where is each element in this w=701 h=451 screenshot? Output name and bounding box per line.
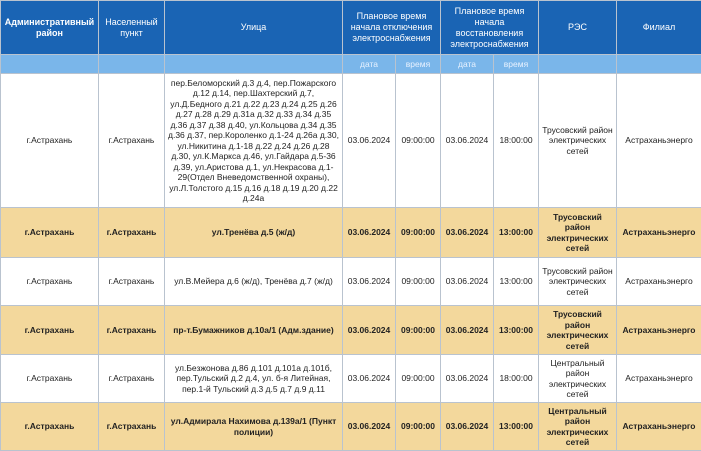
cell-branch: Астраханьэнерго (617, 403, 701, 451)
cell-restore-time: 13:00:00 (494, 306, 539, 355)
cell-restore-time: 13:00:00 (494, 403, 539, 451)
cell-street: ул.В.Мейера д.6 (ж/д), Тренёва д.7 (ж/д) (165, 258, 343, 306)
subheader-row (1, 55, 701, 74)
cell-branch: Астраханьэнерго (617, 208, 701, 258)
header-locality: Населенный пункт (99, 1, 165, 55)
subheader-date-restore: дата (441, 55, 494, 74)
cell-off-date: 03.06.2024 (343, 306, 396, 355)
header-admin-district: Административный район (1, 1, 99, 55)
cell-off-date: 03.06.2024 (343, 208, 396, 258)
cell-res: Трусовский район электрических сетей (539, 258, 617, 306)
cell-district: г.Астрахань (1, 258, 99, 306)
cell-locality: г.Астрахань (99, 208, 165, 258)
header-restore-time: Плановое время начала восстановления электроснабжения (441, 1, 539, 55)
cell-restore-time: 18:00:00 (494, 74, 539, 208)
cell-off-time: 09:00:00 (396, 258, 441, 306)
cell-off-date: 03.06.2024 (343, 403, 396, 451)
cell-restore-time: 13:00:00 (494, 258, 539, 306)
cell-street: ул.Тренёва д.5 (ж/д) (165, 208, 343, 258)
cell-restore-date: 03.06.2024 (441, 403, 494, 451)
cell-street: пер.Беломорский д.3 д.4, пер.Пожарского д.12 д.14, пер.Шахтерский д.7, ул.Д.Бедного д.21 д.22 д.23 д.24 д.25 д.26 д.27 д.28 д.29 д.31а д.32 д.33 д.34 д.35 д.36 д.37 д.38 д.40, ул.Кольцова д.34 д.35 д.36 д.37, пер.Короленко д.1-24 д.26а д.30, ул.Никитина д.1-18 д.22 д.24 д.26 д.28 д.30, ул.К.Маркса д.46, ул.Гайдара д.5-36 д.39, ул.Аристова д.1, ул.Некрасова д.1-29(Отдел Вневедомственной охраны), ул.Л.Толстого д.15 д.16 д.18 д.19 д.20 д.22 д.24а (165, 74, 343, 208)
cell-restore-time: 18:00:00 (494, 355, 539, 403)
cell-branch: Астраханьэнерго (617, 74, 701, 208)
cell-res: Центральный район электрических сетей (539, 403, 617, 451)
cell-res: Центральный район электрических сетей (539, 355, 617, 403)
cell-restore-date: 03.06.2024 (441, 355, 494, 403)
cell-off-time: 09:00:00 (396, 74, 441, 208)
cell-off-time: 09:00:00 (396, 355, 441, 403)
cell-restore-date: 03.06.2024 (441, 74, 494, 208)
cell-restore-date: 03.06.2024 (441, 208, 494, 258)
subheader-time-off: время (396, 55, 441, 74)
cell-street: пр-т.Бумажников д.10а/1 (Адм.здание) (165, 306, 343, 355)
cell-district: г.Астрахань (1, 403, 99, 451)
table-row (1, 403, 701, 451)
subheader-date-off: дата (343, 55, 396, 74)
cell-locality: г.Астрахань (99, 74, 165, 208)
cell-branch: Астраханьэнерго (617, 306, 701, 355)
cell-res: Трусовский район электрических сетей (539, 306, 617, 355)
header-res: РЭС (539, 1, 617, 55)
cell-res: Трусовский район электрических сетей (539, 74, 617, 208)
cell-restore-date: 03.06.2024 (441, 258, 494, 306)
cell-district: г.Астрахань (1, 355, 99, 403)
table-row (1, 258, 701, 306)
cell-district: г.Астрахань (1, 306, 99, 355)
table-row (1, 208, 701, 258)
cell-locality: г.Астрахань (99, 306, 165, 355)
cell-district: г.Астрахань (1, 74, 99, 208)
cell-off-date: 03.06.2024 (343, 355, 396, 403)
cell-off-time: 09:00:00 (396, 403, 441, 451)
cell-locality: г.Астрахань (99, 403, 165, 451)
cell-branch: Астраханьэнерго (617, 258, 701, 306)
table-row (1, 355, 701, 403)
cell-off-time: 09:00:00 (396, 208, 441, 258)
cell-locality: г.Астрахань (99, 258, 165, 306)
cell-restore-time: 13:00:00 (494, 208, 539, 258)
cell-off-date: 03.06.2024 (343, 258, 396, 306)
cell-locality: г.Астрахань (99, 355, 165, 403)
header-street: Улица (165, 1, 343, 55)
cell-branch: Астраханьэнерго (617, 355, 701, 403)
cell-street: ул.Безжонова д.86 д.101 д.101а д.101б, пер.Тульский д.2 д.4, ул. б-я Литейная, пер.1-й Тульский д.3 д.5 д.7 д.9 д.11 (165, 355, 343, 403)
subheader-time-restore: время (494, 55, 539, 74)
cell-district: г.Астрахань (1, 208, 99, 258)
cell-off-date: 03.06.2024 (343, 74, 396, 208)
table-row (1, 306, 701, 355)
header-branch: Филиал (617, 1, 701, 55)
cell-restore-date: 03.06.2024 (441, 306, 494, 355)
cell-res: Трусовский район электрических сетей (539, 208, 617, 258)
header-off-time: Плановое время начала отключения электроснабжения (343, 1, 441, 55)
cell-street: ул.Адмирала Нахимова д.139а/1 (Пункт полиции) (165, 403, 343, 451)
table-row (1, 74, 701, 208)
header-row (1, 1, 701, 55)
cell-off-time: 09:00:00 (396, 306, 441, 355)
